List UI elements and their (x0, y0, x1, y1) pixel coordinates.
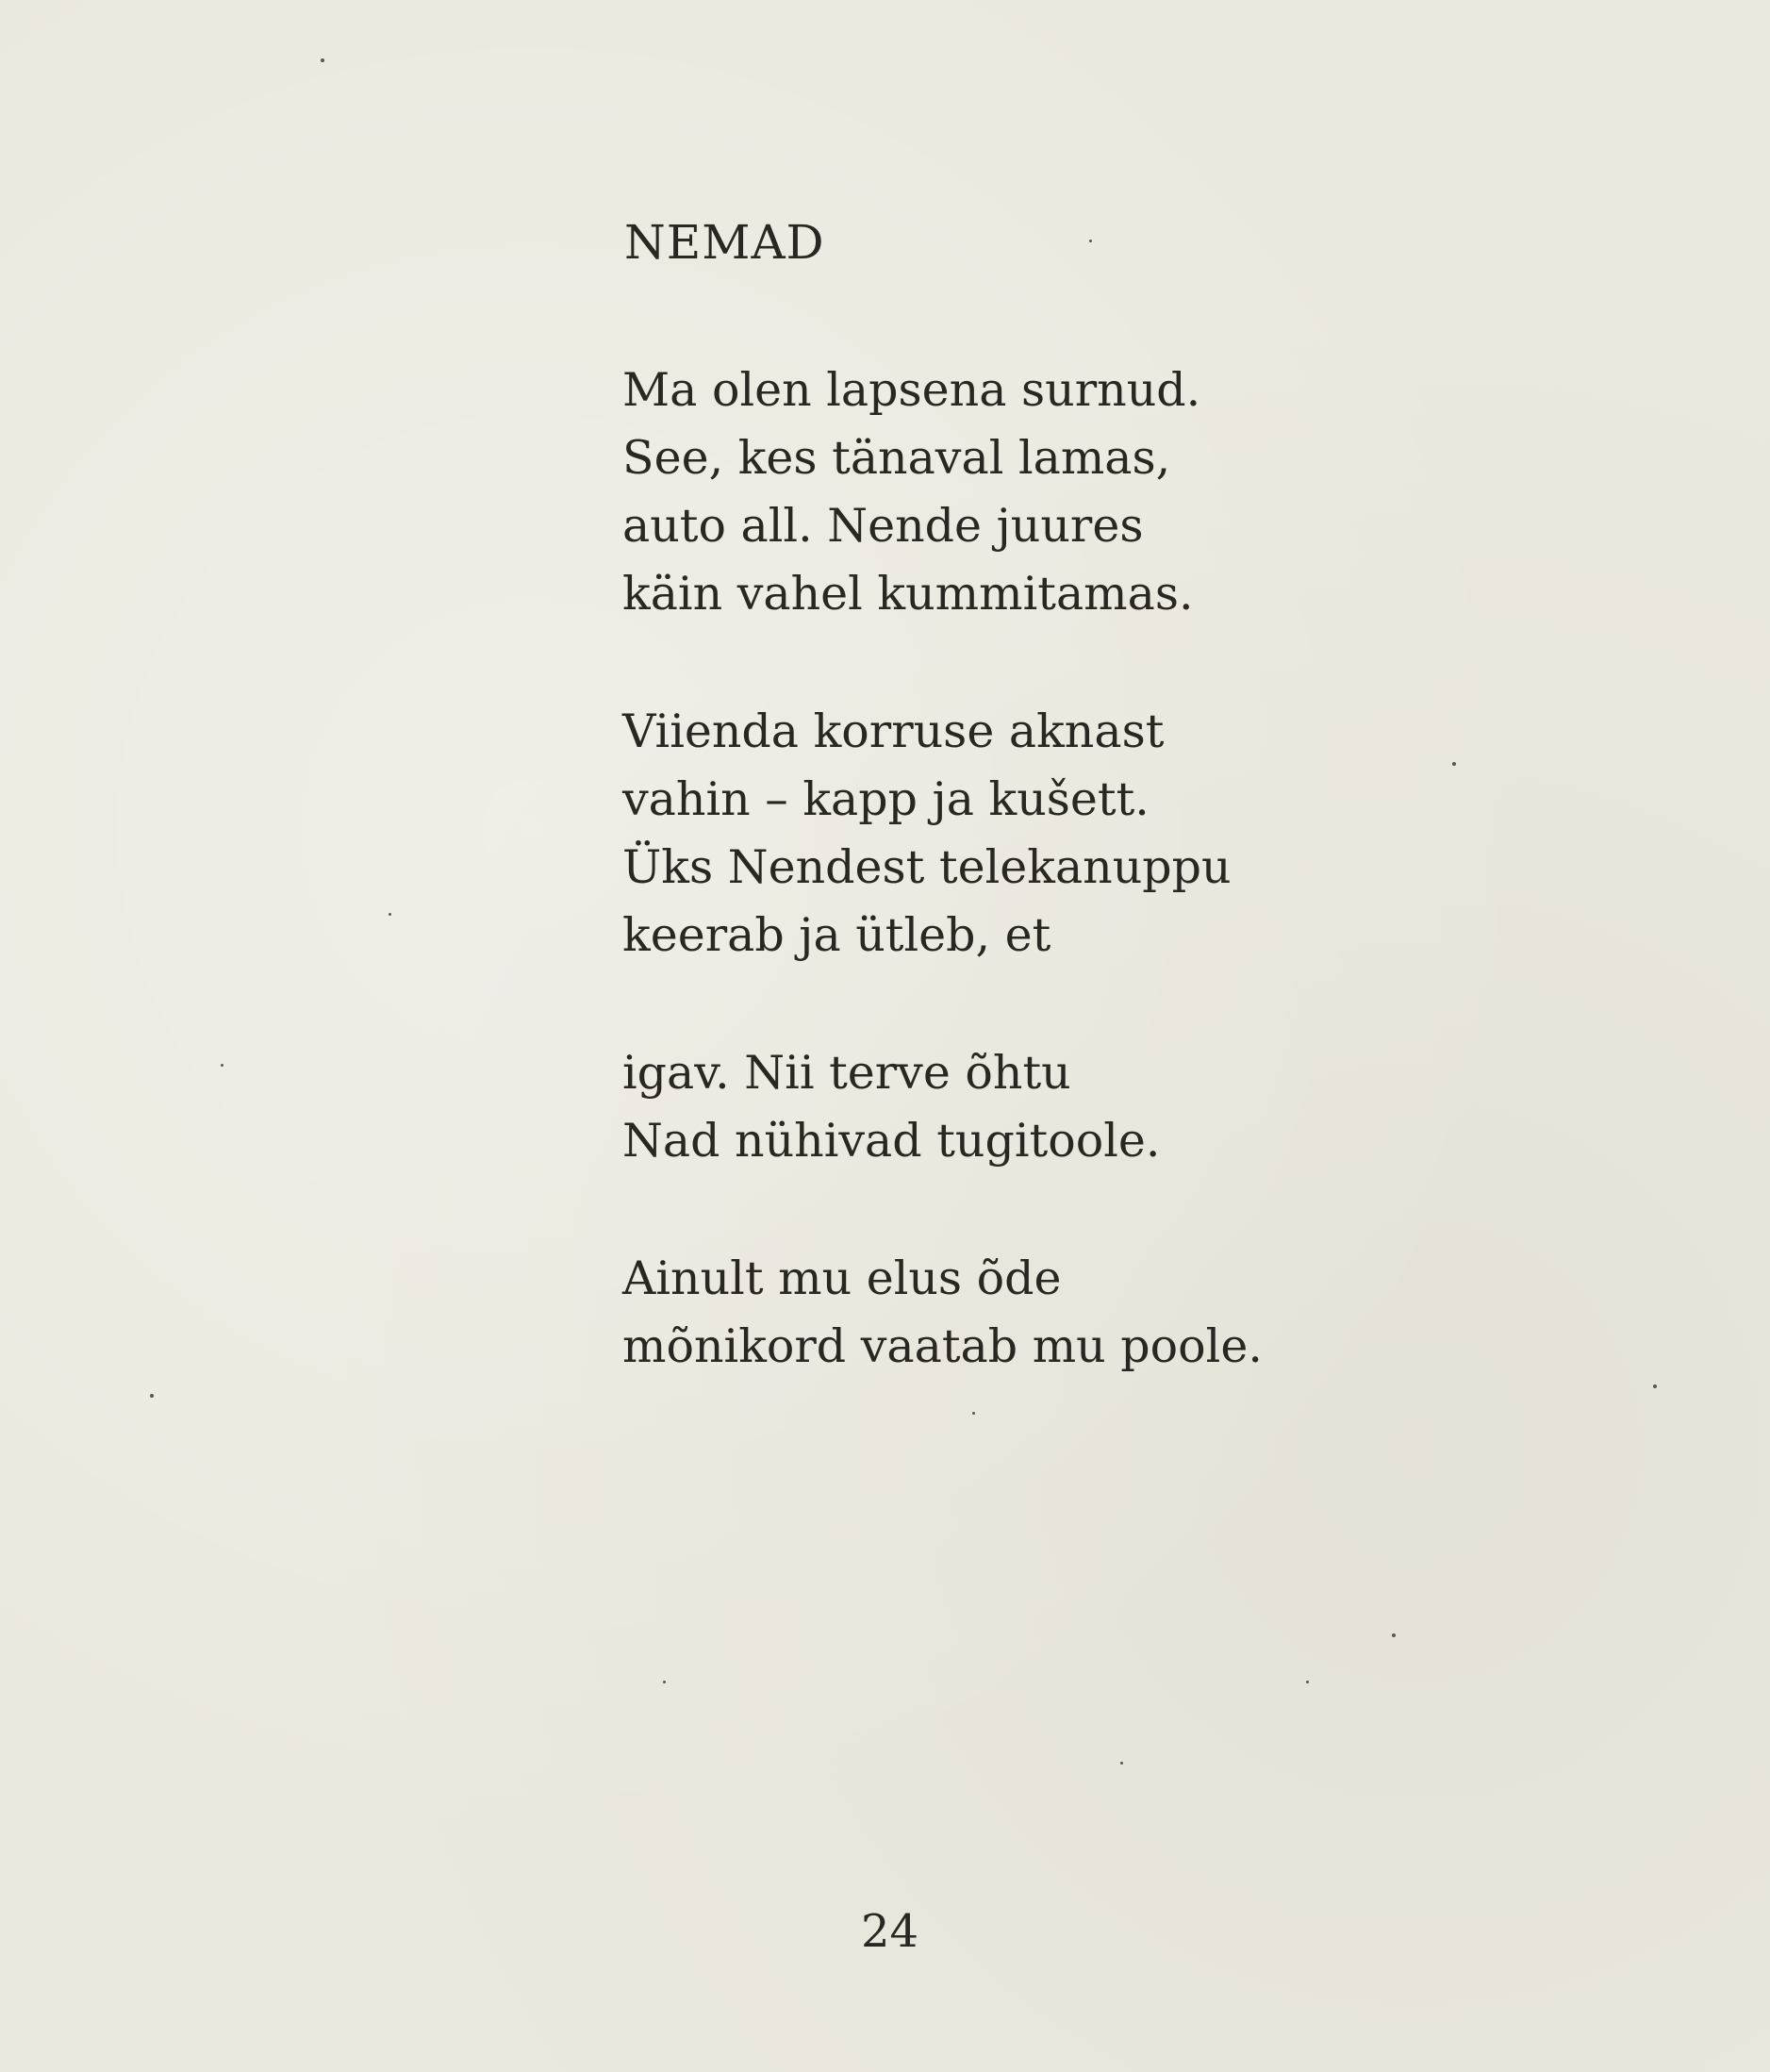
paper-speck (1120, 1762, 1123, 1765)
paper-speck (150, 1394, 154, 1398)
paper-speck (389, 913, 391, 916)
poem-line: keerab ja ütleb, et (622, 908, 1051, 962)
paper-speck (1306, 1681, 1309, 1683)
paper-speck (1452, 762, 1456, 766)
paper-speck (1653, 1384, 1657, 1388)
poem-line: Üks Nendest telekanuppu (622, 840, 1232, 894)
poem-line: vahin – kapp ja kušett. (622, 772, 1150, 826)
poem-line: Ainult mu elus õde (622, 1251, 1062, 1305)
poem-line: auto all. Nende juures (622, 499, 1144, 553)
paper-speck (1089, 240, 1092, 242)
poem-line: Nad nühivad tugitoole. (622, 1114, 1161, 1168)
paper-speck (1392, 1633, 1396, 1637)
poem-line: See, kes tänaval lamas, (622, 431, 1171, 485)
stanza-4 (622, 1245, 1339, 1381)
stanza-3 (622, 1039, 1339, 1175)
poem-title: NEMAD (624, 215, 825, 270)
stanza-2 (622, 698, 1339, 970)
poem-line: Viienda korruse aknast (622, 704, 1165, 758)
poem-line: Ma olen lapsena surnud. (622, 363, 1201, 417)
poem-body (622, 356, 1339, 1450)
stanza-1 (622, 356, 1339, 628)
paper-speck (972, 1412, 975, 1415)
page-number: 24 (861, 1905, 919, 1958)
paper-speck (221, 1064, 223, 1067)
paper-speck (321, 58, 324, 62)
paper-speck (663, 1681, 666, 1683)
poem-line: käin vahel kummitamas. (622, 567, 1194, 621)
poem-line: mõnikord vaatab mu poole. (622, 1319, 1263, 1373)
poem-line: igav. Nii terve õhtu (622, 1046, 1071, 1100)
